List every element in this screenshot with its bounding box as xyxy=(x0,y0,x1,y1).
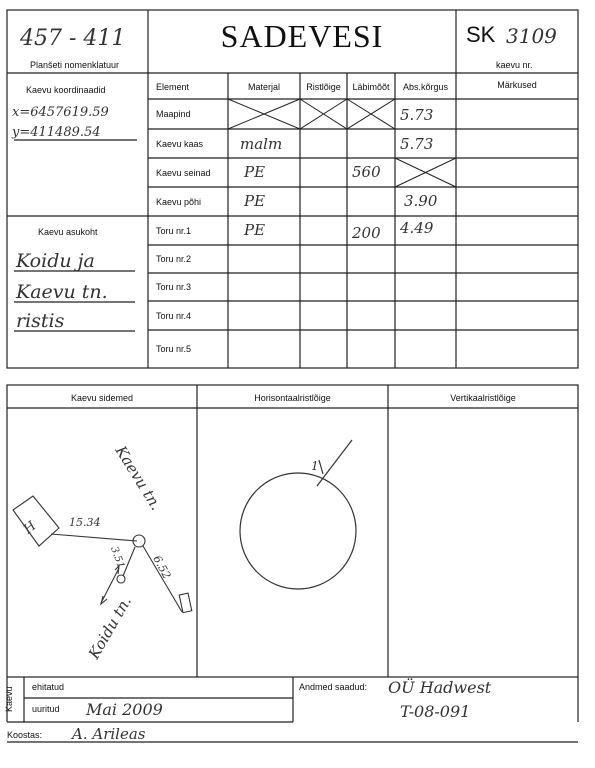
row-height: 5.73 xyxy=(400,135,434,153)
column-header-notes: Märkused xyxy=(497,80,537,90)
row-diameter: 560 xyxy=(352,163,381,181)
plan-label: Planšeti nomenklatuur xyxy=(30,60,120,70)
well-prefix: SK xyxy=(466,22,496,47)
well-number: 3109 xyxy=(506,24,557,48)
source-label: Andmed saadud: xyxy=(299,682,368,692)
dimension-label: 15.34 xyxy=(69,516,101,529)
section-header-horizontal: Horisontaalristlõige xyxy=(254,393,331,403)
building-outline xyxy=(13,496,59,546)
row-element: Kaevu kaas xyxy=(156,138,204,149)
well-label: kaevu nr. xyxy=(496,60,533,70)
row-height: 5.73 xyxy=(400,106,434,124)
row-material: PE xyxy=(244,163,266,181)
row-element: Toru nr.4 xyxy=(156,310,192,321)
column-header-material: Materjal xyxy=(247,82,280,92)
pipe-line xyxy=(317,440,352,486)
street-label: Kaevu tn. xyxy=(111,442,166,514)
node-symbol xyxy=(117,575,125,583)
coordinates-heading: Kaevu koordinaadid xyxy=(26,85,106,95)
well-circle xyxy=(240,473,356,589)
surveyed-label: uuritud xyxy=(32,704,60,714)
column-header-diameter: Läbimõõt xyxy=(352,82,390,92)
page-title: SADEVESI xyxy=(220,18,384,54)
surveyed-value: Mai 2009 xyxy=(86,700,163,719)
column-header-section: Ristlõige xyxy=(306,82,341,92)
horizontal-section-drawing xyxy=(197,408,388,677)
row-element: Kaevu seinad xyxy=(156,167,211,178)
row-diameter: 200 xyxy=(352,224,381,242)
side-label: Kaevu xyxy=(4,686,14,712)
dimension-label: 6.52 xyxy=(150,553,174,582)
row-element: Toru nr.5 xyxy=(156,344,192,354)
section-header-links: Kaevu sidemed xyxy=(70,393,134,403)
source-line-2: T-08-091 xyxy=(400,702,471,721)
row-height: 4.49 xyxy=(400,219,434,237)
column-header-element: Element xyxy=(156,82,190,92)
source-line-1: OÜ Hadwest xyxy=(388,678,492,697)
pipe-label: 1 xyxy=(311,459,319,473)
row-element: Toru nr.2 xyxy=(156,254,192,264)
row-element: Kaevu põhi xyxy=(156,196,202,207)
street-label: Koidu tn. xyxy=(84,593,136,662)
location-line-2: Kaevu tn. xyxy=(16,281,108,303)
location-heading: Kaevu asukoht xyxy=(38,227,98,237)
location-line-3: ristis xyxy=(16,310,65,332)
row-element: Toru nr.3 xyxy=(156,282,192,292)
row-material: PE xyxy=(244,221,266,239)
coordinate-x: x=6457619.59 xyxy=(12,105,109,120)
author-label: Koostas: xyxy=(7,730,43,740)
dimension-line xyxy=(51,534,137,541)
row-height: 3.90 xyxy=(404,192,438,210)
section-header-vertical: Vertikaalristlõige xyxy=(450,393,516,403)
row-material: PE xyxy=(244,192,266,210)
column-header-height: Abs.kõrgus xyxy=(402,82,449,92)
location-line-1: Koidu ja xyxy=(16,250,95,272)
row-material: malm xyxy=(240,135,283,153)
row-element: Toru nr.1 xyxy=(156,225,192,236)
dimension-label: 3.51 xyxy=(108,545,127,570)
built-label: ehitatud xyxy=(32,682,65,692)
location-sketch xyxy=(7,408,197,677)
plan-number: 457 - 411 xyxy=(20,26,126,51)
building-label: H xyxy=(20,518,40,538)
author-value: A. Arileas xyxy=(72,725,146,743)
row-element: Maapind xyxy=(156,109,191,119)
coordinate-y: y=411489.54 xyxy=(12,125,101,140)
